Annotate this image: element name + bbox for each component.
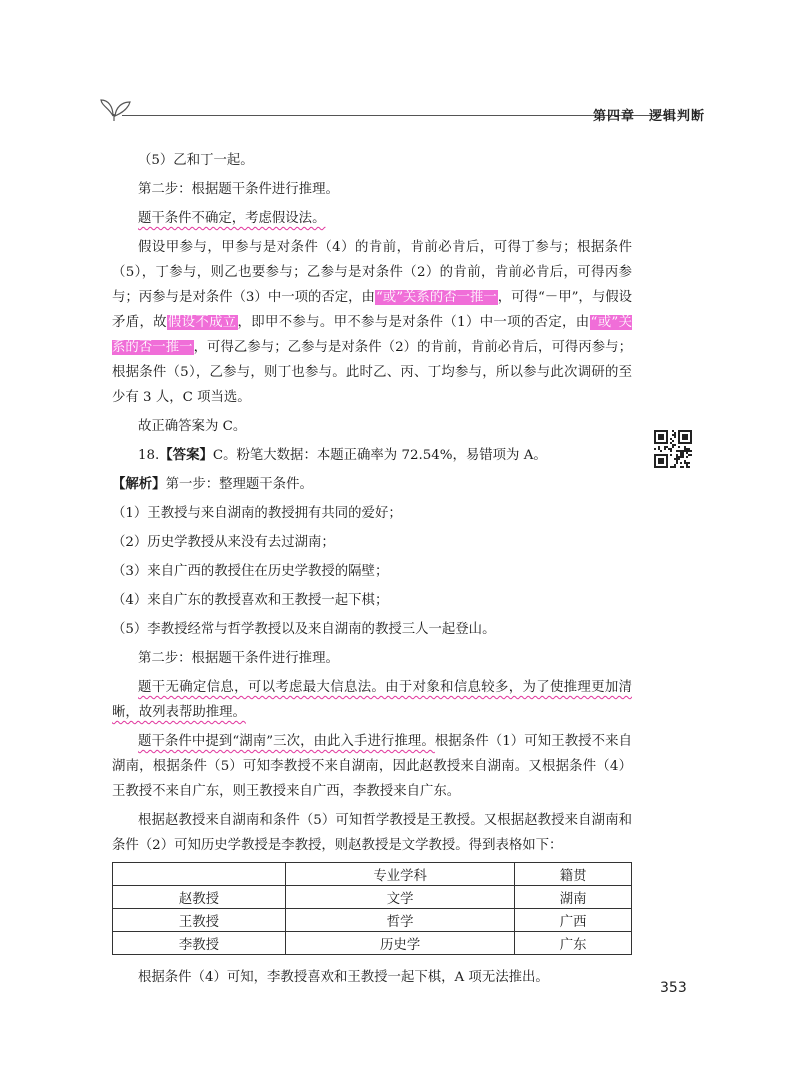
answer-line: 18.【答案】C。粉笔大数据：本题正确率为 72.54%，易错项为 A。 bbox=[138, 447, 547, 463]
wavy-underlined-text: 题干条件不确定，考虑假设法。 bbox=[138, 211, 326, 226]
page-body bbox=[112, 148, 632, 994]
running-header bbox=[100, 96, 705, 126]
result-table bbox=[112, 862, 632, 955]
table-row bbox=[113, 886, 632, 909]
paragraph: 根据赵教授来自湖南和条件（5）可知哲学教授是王教授。又根据赵教授来自湖南和条件（2）可知历史学教授是李教授，则赵教授是文学教授。得到表格如下： bbox=[112, 813, 632, 853]
wavy-underlined-text: 题干无确定信息，可以考虑最大信息法。由于对象和信息较多，为了使推理更加清晰，故列表帮助推理。 bbox=[112, 680, 632, 720]
qr-code-icon[interactable] bbox=[654, 430, 692, 468]
paragraph: 第二步：根据题干条件进行推理。 bbox=[138, 651, 339, 666]
paragraph bbox=[112, 675, 632, 725]
paragraph: 题干条件中提到“湖南”三次，由此入手进行推理。根据条件（1）可知王教授不来自湖南，根据条件（5）可知李教授不来自湖南，因此赵教授来自湖南。又根据条件（4）王教授不来自广东，则王教授来自广西，李教授来自广东。 bbox=[112, 734, 632, 799]
chapter-title bbox=[593, 105, 705, 124]
condition-item: （2）历史学教授从来没有去过湖南； bbox=[112, 535, 335, 550]
highlighted-text: “或”关系的否一推一 bbox=[112, 315, 632, 355]
table-cell: 李教授 bbox=[113, 932, 286, 955]
table-header-cell bbox=[113, 863, 286, 886]
paragraph: （5）乙和丁一起。 bbox=[138, 153, 254, 168]
table-cell: 赵教授 bbox=[113, 886, 286, 909]
table-cell: 王教授 bbox=[113, 909, 286, 932]
paragraph: 根据条件（4）可知，李教授喜欢和王教授一起下棋，A 项无法推出。 bbox=[138, 970, 549, 985]
table-cell: 湖南 bbox=[515, 886, 632, 909]
paragraph: 故正确答案为 C。 bbox=[138, 419, 247, 434]
chapter-number: 第四章 bbox=[592, 109, 635, 124]
table-cell: 广东 bbox=[515, 932, 632, 955]
condition-item: （5）李教授经常与哲学教授以及来自湖南的教授三人一起登山。 bbox=[112, 622, 496, 637]
highlighted-text: 假设不成立 bbox=[167, 315, 237, 330]
table-cell: 哲学 bbox=[286, 909, 515, 932]
table-row bbox=[113, 909, 632, 932]
table-cell: 历史学 bbox=[286, 932, 515, 955]
wavy-underlined-text: 题干条件中提到“湖南”三次，由此入手进行推理。 bbox=[138, 734, 435, 749]
highlighted-text: “或”关系的否一推一 bbox=[375, 290, 497, 305]
answer-tag: 【答案】 bbox=[159, 447, 213, 463]
paragraph: 第二步：根据题干条件进行推理。 bbox=[138, 182, 339, 197]
analysis-tag: 【解析】 bbox=[112, 476, 166, 492]
table-cell: 文学 bbox=[286, 886, 515, 909]
condition-item: （4）来自广东的教授喜欢和王教授一起下棋； bbox=[112, 593, 389, 608]
header-rule bbox=[122, 115, 667, 116]
analysis-line: 【解析】第一步：整理题干条件。 bbox=[112, 476, 313, 492]
table-header-row bbox=[113, 863, 632, 886]
table-row bbox=[113, 932, 632, 955]
paragraph: 假设甲参与，甲参与是对条件（4）的肯前，肯前必肯后，可得丁参与；根据条件（5），丁参与，则乙也要参与；乙参与是对条件（2）的肯前，肯前必肯后，可得丙参与；丙参与是对条件（3）中一项的否定，由“或”关系的否一推一，可得“－甲”，与假设矛盾，故假设不成立，即甲不参与。甲不参与是对条件（1）中一项的否定，由“或”关系的否一推一，可得乙参与；乙参与是对条件（2）的肯前，肯前必肯后，可得丙参与；根据条件（5），乙参与，则丁也参与。此时乙、丙、丁均参与，所以参与此次调研的至少有 3 人，C 项当选。 bbox=[112, 240, 632, 405]
condition-item: （3）来自广西的教授住在历史学教授的隔壁； bbox=[112, 564, 389, 579]
chapter-name: 逻辑判断 bbox=[648, 109, 705, 124]
page-number: 353 bbox=[660, 980, 687, 996]
table-header-cell: 籍贯 bbox=[515, 863, 632, 886]
paragraph bbox=[112, 206, 632, 231]
condition-item: （1）王教授与来自湖南的教授拥有共同的爱好； bbox=[112, 506, 402, 521]
table-cell: 广西 bbox=[515, 909, 632, 932]
leaf-icon bbox=[100, 96, 134, 122]
table-header-cell: 专业学科 bbox=[286, 863, 515, 886]
